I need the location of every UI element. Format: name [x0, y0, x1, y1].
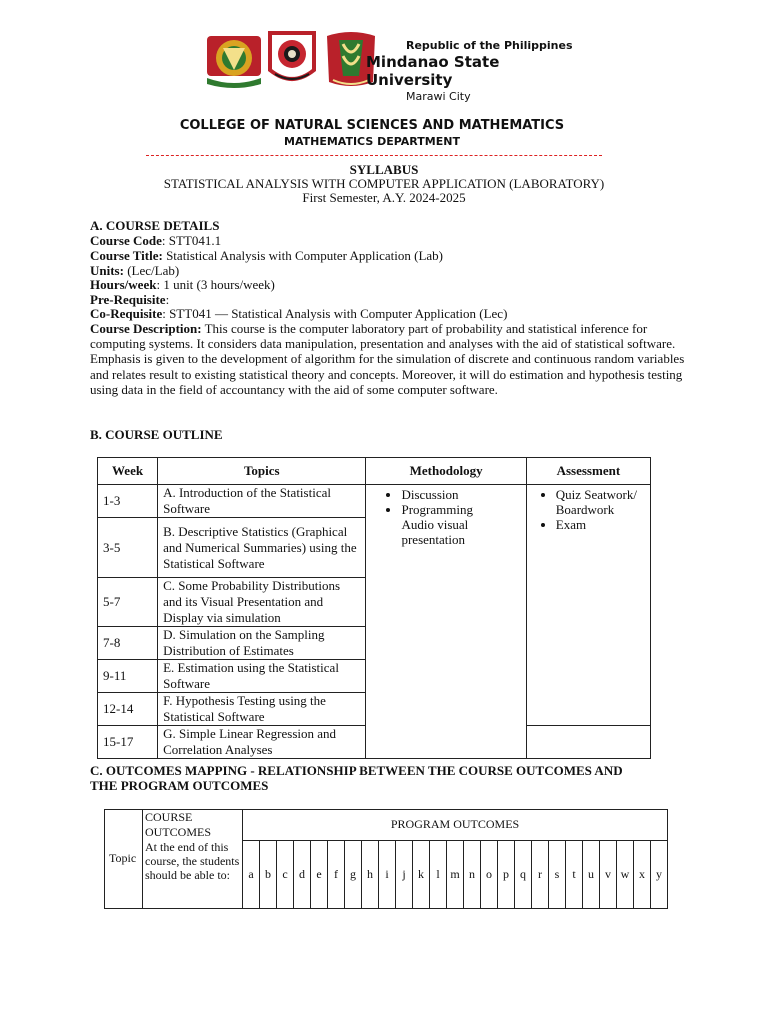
course-description — [90, 321, 690, 397]
department-name: MATHEMATICS DEPARTMENT — [284, 135, 460, 148]
program-outcome-w: w — [617, 840, 634, 908]
units-label: Units: — [90, 263, 124, 278]
outcomes-heading: C. OUTCOMES MAPPING - RELATIONSHIP BETWEEN THE COURSE OUTCOMES AND — [90, 763, 623, 778]
hours-label: Hours/week — [90, 277, 157, 292]
methodology-cell — [366, 485, 526, 759]
topic-cell: A. Introduction of the Statistical Software — [158, 485, 366, 518]
course-title-label: Course Title: — [90, 248, 163, 263]
topic-cell: B. Descriptive Statistics (Graphical and Numerical Summaries) using the Statistical Software — [158, 518, 366, 578]
table-row — [98, 485, 651, 518]
column-header-topics: Topics — [158, 458, 366, 485]
assessment-cell — [526, 485, 650, 726]
program-outcome-a: a — [243, 840, 260, 908]
program-outcome-b: b — [260, 840, 277, 908]
syllabus-label: SYLLABUS — [349, 162, 419, 177]
week-cell: 1-3 — [98, 485, 158, 518]
program-outcome-o: o — [481, 840, 498, 908]
assessment-cell-empty — [526, 726, 650, 759]
week-cell: 3-5 — [98, 518, 158, 578]
program-outcome-i: i — [379, 840, 396, 908]
program-outcome-x: x — [634, 840, 651, 908]
topic-header: Topic — [105, 810, 143, 909]
msu-seal-logo — [203, 32, 265, 88]
po-header-row — [105, 810, 668, 841]
university-name: Mindanao State University — [366, 53, 500, 89]
program-outcome-s: s — [549, 840, 566, 908]
methodology-list — [371, 487, 520, 547]
program-outcome-r: r — [532, 840, 549, 908]
course-title-value: Statistical Analysis with Computer Application (Lab) — [162, 248, 444, 263]
topic-cell: G. Simple Linear Regression and Correlation Analyses — [158, 726, 366, 759]
week-cell: 15-17 — [98, 726, 158, 759]
program-outcome-m: m — [447, 840, 464, 908]
topic-cell: D. Simulation on the Sampling Distribution of Estimates — [158, 627, 366, 660]
topic-cell: F. Hypothesis Testing using the Statistical Software — [158, 693, 366, 726]
list-item: • Exam — [556, 517, 645, 532]
program-outcome-k: k — [413, 840, 430, 908]
program-outcome-f: f — [328, 840, 345, 908]
week-cell: 5-7 — [98, 578, 158, 627]
program-outcome-l: l — [430, 840, 447, 908]
week-cell: 9-11 — [98, 660, 158, 693]
university-seal-logo — [267, 30, 317, 88]
program-outcome-e: e — [311, 840, 328, 908]
assessment-list — [532, 487, 645, 532]
prereq-value: : — [165, 292, 170, 307]
column-header-week: Week — [98, 458, 158, 485]
hours-line — [90, 277, 275, 293]
column-header-methodology: Methodology — [366, 458, 526, 485]
list-item: Audio visual presentation — [401, 517, 469, 547]
coreq-label: Co-Requisite — [90, 306, 163, 321]
republic-text: Republic of the Philippines — [406, 39, 573, 52]
semester-text: First Semester, A.Y. 2024-2025 — [302, 190, 466, 205]
program-outcome-c: c — [277, 840, 294, 908]
program-outcome-y: y — [651, 840, 668, 908]
course-name-title: STATISTICAL ANALYSIS WITH COMPUTER APPLICATION (LABORATORY) — [163, 176, 605, 191]
course-details-heading: A. COURSE DETAILS — [90, 218, 220, 233]
table-header-row — [98, 458, 651, 485]
program-outcome-d: d — [294, 840, 311, 908]
course-code-line — [90, 233, 221, 249]
course-description-label: Course Description: — [90, 321, 202, 336]
units-value: (Lec/Lab) — [123, 263, 180, 278]
program-outcome-n: n — [464, 840, 481, 908]
hours-value: : 1 unit (3 hours/week) — [156, 277, 275, 292]
course-title-line — [90, 248, 443, 264]
coreq-line — [90, 306, 507, 322]
program-outcome-p: p — [498, 840, 515, 908]
college-name: COLLEGE OF NATURAL SCIENCES AND MATHEMATICS — [179, 118, 565, 133]
header-divider — [146, 155, 602, 156]
course-code-value: : STT041.1 — [161, 233, 222, 248]
prereq-label: Pre-Requisite — [90, 292, 166, 307]
program-outcome-v: v — [600, 840, 617, 908]
program-outcome-u: u — [583, 840, 600, 908]
program-outcome-j: j — [396, 840, 413, 908]
course-code-label: Course Code — [90, 233, 162, 248]
topic-cell: C. Some Probability Distributions and its Visual Presentation and Display via simulation — [158, 578, 366, 627]
program-outcome-g: g — [345, 840, 362, 908]
list-item: • Discussion — [401, 487, 520, 502]
week-cell: 12-14 — [98, 693, 158, 726]
program-outcome-h: h — [362, 840, 379, 908]
program-outcome-t: t — [566, 840, 583, 908]
coreq-value: : STT041 — Statistical Analysis with Computer Application (Lec) — [162, 306, 508, 321]
list-item: • Programming — [401, 502, 520, 517]
course-outcomes-description: At the end of this course, the students should be able to: — [143, 840, 243, 908]
list-item: • Quiz Seatwork/ Boardwork — [556, 487, 645, 517]
city-text: Marawi City — [406, 90, 471, 103]
week-cell: 7-8 — [98, 627, 158, 660]
program-outcomes-header: PROGRAM OUTCOMES — [243, 810, 668, 841]
outcomes-mapping-table — [104, 809, 668, 909]
column-header-assessment: Assessment — [526, 458, 650, 485]
course-description-text: This course is the computer laboratory part of probability and statistical inference for computing systems. It considers data manipulation, presentation and analyses with the aid of statistical software. Emphasis is given to the development of algorithm for the simulation of discrete and continuous random variables and relates result to existing statistical theory and concepts. Moreover, it will do estimation and hypothesis testing using data in the field of accountancy with the aid of some computer software. — [90, 321, 685, 397]
course-outcomes-header: COURSE OUTCOMES — [143, 810, 243, 841]
outcomes-heading-line2: THE PROGRAM OUTCOMES — [90, 778, 269, 793]
po-letter-row — [105, 840, 668, 908]
program-outcome-q: q — [515, 840, 532, 908]
course-outline-heading: B. COURSE OUTLINE — [90, 427, 223, 442]
course-outline-table — [97, 457, 651, 759]
topic-cell: E. Estimation using the Statistical Software — [158, 660, 366, 693]
